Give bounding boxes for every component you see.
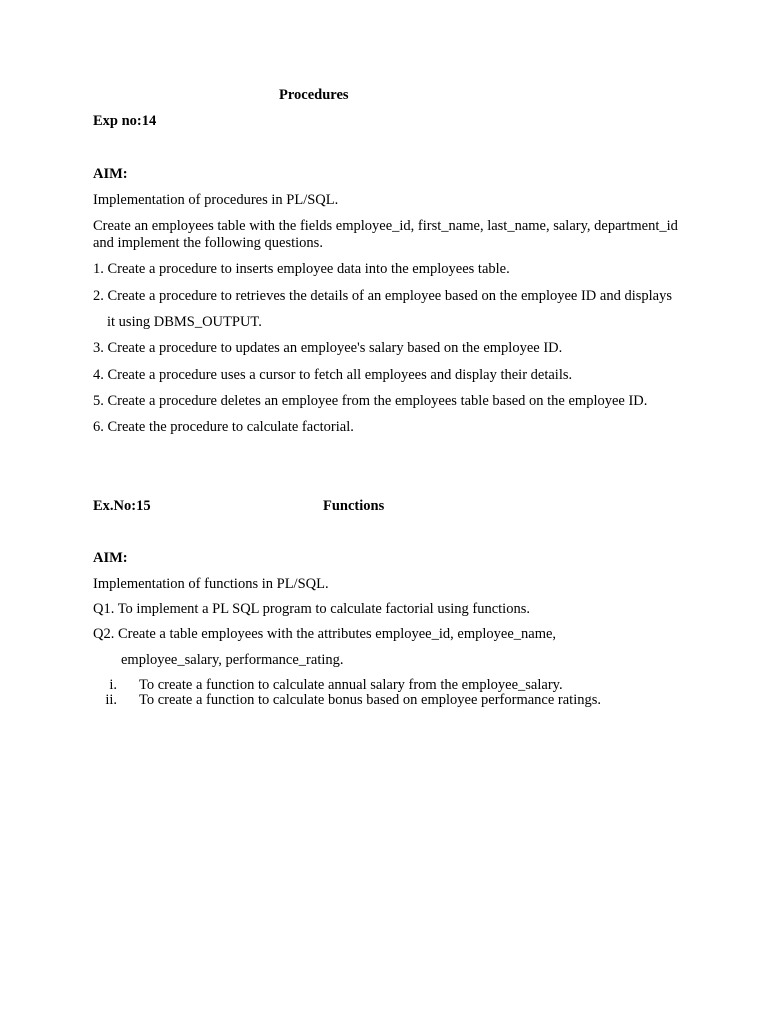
exp14-aim-text: Implementation of procedures in PL/SQL. [93, 192, 339, 208]
exp14-aim-heading: AIM: [93, 166, 128, 182]
functions-title: Functions [323, 498, 385, 514]
exp14-question-2-line1: 2. Create a procedure to retrieves the details of an employee based on the employee ID and displays [93, 288, 672, 304]
exp14-question-5: 5. Create a procedure deletes an employee from the employees table based on the employee ID. [93, 393, 648, 409]
exp14-question-2-line2: it using DBMS_OUTPUT. [107, 314, 262, 330]
list-item-number: i. [109, 677, 117, 693]
exp15-question-2-line1: Q2. Create a table employees with the attributes employee_id, employee_name, [93, 626, 557, 642]
procedures-title: Procedures [279, 87, 349, 103]
list-item: To create a function to calculate annual salary from the employee_salary. [139, 677, 563, 693]
exp15-question-1: Q1. To implement a PL SQL program to calculate factorial using functions. [93, 601, 530, 617]
list-item: To create a function to calculate bonus based on employee performance ratings. [139, 692, 601, 708]
exp14-question-3: 3. Create a procedure to updates an employee's salary based on the employee ID. [93, 340, 563, 356]
exp14-intro-line2: and implement the following questions. [93, 235, 323, 251]
exp15-number: Ex.No:15 [93, 498, 151, 514]
list-item-number: ii. [105, 692, 117, 708]
exp15-aim-text: Implementation of functions in PL/SQL. [93, 576, 329, 592]
exp14-question-6: 6. Create the procedure to calculate factorial. [93, 419, 354, 435]
exp15-question-2-line2: employee_salary, performance_rating. [121, 652, 344, 668]
exp14-question-4: 4. Create a procedure uses a cursor to fetch all employees and display their details. [93, 367, 573, 383]
exp14-number: Exp no:14 [93, 113, 157, 129]
exp14-question-1: 1. Create a procedure to inserts employee data into the employees table. [93, 261, 510, 277]
exp14-intro-line1: Create an employees table with the fields employee_id, first_name, last_name, salary, department_id [93, 218, 678, 234]
exp15-aim-heading: AIM: [93, 550, 128, 566]
